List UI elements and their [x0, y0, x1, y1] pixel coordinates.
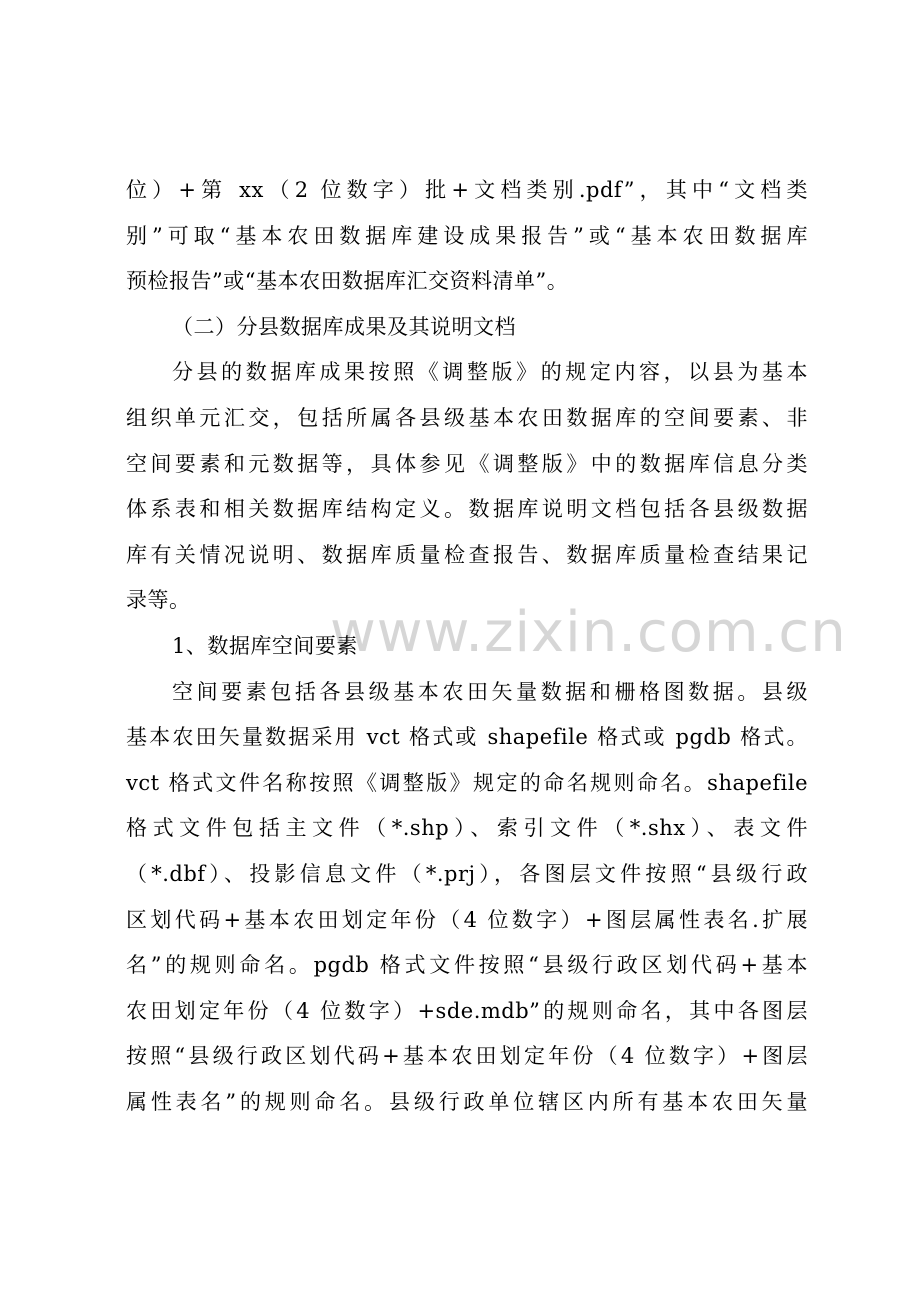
text-line: 空间要素和元数据等，具体参见《调整版》中的数据库信息分类	[126, 451, 808, 476]
text-line: 区划代码+基本农田划定年份（4 位数字）+图层属性表名.扩展	[126, 907, 808, 932]
section-heading	[126, 305, 808, 351]
text-line: 组织单元汇交，包括所属各县级基本农田数据库的空间要素、非	[126, 405, 808, 430]
text-line: 基本农田矢量数据采用 vct 格式或 shapefile 格式或 pgdb 格式。	[126, 725, 808, 750]
text-line: 按照“县级行政区划代码+基本农田划定年份（4 位数字）+图层	[126, 1044, 808, 1069]
subsection-heading	[126, 624, 808, 670]
paragraph-continuation	[126, 168, 808, 305]
text-line: 体系表和相关数据库结构定义。数据库说明文档包括各县级数据	[126, 497, 808, 522]
text-line: 录等。	[126, 588, 191, 613]
paragraph-county-database	[126, 350, 808, 624]
watermark: www.zixin.com.cn	[330, 600, 847, 665]
text-line: 位）+第 xx（2 位数字）批+文档类别.pdf”，其中“文档类	[126, 178, 808, 202]
text-line: 名”的规则命名。pgdb 格式文件按照“县级行政区划代码+基本	[126, 953, 808, 978]
text-line: 分县的数据库成果按照《调整版》的规定内容，以县为基本	[172, 360, 808, 385]
paragraph-spatial-elements	[126, 670, 808, 1126]
text-line: vct 格式文件名称按照《调整版》规定的命名规则命名。shapefile	[126, 770, 808, 795]
text-line: 格式文件包括主文件（*.shp）、索引文件（*.shx）、表文件	[126, 816, 808, 841]
text-line: 别”可取“基本农田数据库建设成果报告”或“基本农田数据库	[126, 223, 808, 248]
text-line: 农田划定年份（4 位数字）+sde.mdb”的规则命名，其中各图层	[126, 998, 808, 1023]
document-body	[126, 168, 808, 1125]
text-line: （*.dbf）、投影信息文件（*.prj），各图层文件按照“县级行政	[126, 861, 808, 886]
heading-text: 1、数据库空间要素	[172, 633, 358, 658]
heading-text: （二）分县数据库成果及其说明文档	[172, 314, 516, 339]
text-line: 属性表名”的规则命名。县级行政单位辖区内所有基本农田矢量	[126, 1089, 808, 1114]
text-line: 空间要素包括各县级基本农田矢量数据和栅格图数据。县级	[172, 679, 808, 704]
text-line: 库有关情况说明、数据库质量检查报告、数据库质量检查结果记	[126, 542, 808, 567]
text-line: 预检报告”或“基本农田数据库汇交资料清单”。	[126, 269, 569, 294]
